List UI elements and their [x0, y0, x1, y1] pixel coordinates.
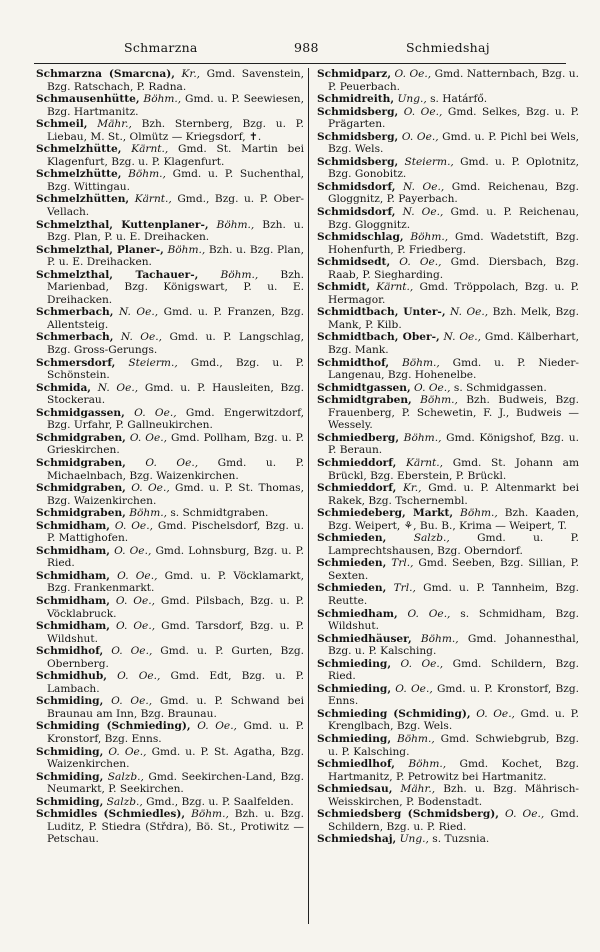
entry-details: Gmd. u. P. Pichl bei Wels, Bzg. Wels. [328, 130, 579, 156]
entry-region: Böhm., [403, 431, 442, 444]
gazetteer-entry [36, 645, 304, 670]
entry-details: Gmd. u. P. Vöcklamarkt, Bzg. Frankenmarkt. [47, 569, 305, 595]
gazetteer-entry [317, 633, 579, 658]
entry-headword: Schmieddorf, [317, 456, 397, 469]
entry-headword: Schmidham, [36, 519, 110, 532]
entry-details: Bzh. u. Bzg. Mährisch-Weisskirchen, P. Bodenstadt. [328, 783, 579, 808]
entry-region: O. Oe., [117, 569, 158, 582]
entry-region: Böhm., [401, 356, 440, 369]
entry-details: Gmd. Schildern, Bzg. Ried. [328, 657, 579, 683]
gazetteer-entry [317, 557, 579, 582]
entry-region: N. Oe., [120, 331, 163, 344]
entry-details: Gmd. Pollham, Bzg. u. P. Grieskirchen. [47, 431, 304, 457]
entry-details: s. Schmidtgraben. [167, 507, 269, 520]
entry-region: O. Oe., [108, 745, 147, 758]
entry-region: O. Oe., [114, 544, 152, 557]
entry-headword: Schmieddorf, [317, 482, 397, 495]
entry-headword: Schmieden, [317, 582, 387, 595]
gazetteer-entry [36, 193, 304, 218]
entry-headword: Schmieding, [317, 657, 392, 670]
entry-details: Gmd. Königshof, Bzg. u. P. Beraun. [328, 431, 579, 457]
entry-details: Gmd. u. P. Kronstorf, Bzg. Enns. [328, 682, 579, 708]
entry-region: O. Oe., [131, 482, 170, 495]
entry-region: Böhm., [420, 394, 458, 407]
entry-details: s. Tuzsnia. [428, 833, 490, 846]
gazetteer-entry [36, 620, 304, 645]
entry-region: Salzb., [106, 795, 143, 808]
entry-details: Gmd. u. P. Krenglbach, Bzg. Wels. [328, 707, 579, 733]
entry-headword: Schmiedham, [317, 607, 398, 620]
entry-headword: Schmelzthal, Planer-, [36, 243, 164, 256]
entry-headword: Schmiedberg, [317, 431, 400, 444]
entry-headword: Schmiedsau, [317, 783, 393, 796]
entry-headword: Schmidparz, [317, 68, 392, 80]
gazetteer-entry [36, 306, 304, 331]
entry-headword: Schmelzthal, Kuttenplaner-, [36, 218, 209, 231]
entry-region: Böhm., [167, 243, 206, 256]
entry-headword: Schmidles (Schmiedles), [36, 808, 186, 821]
entry-details: Gmd. u. P. Reichenau, Bzg. Gloggnitz. [328, 206, 579, 231]
entry-region: O. Oe., [476, 707, 515, 720]
gazetteer-entry [36, 695, 304, 720]
entry-details: Gmd. u. P. Seewiesen, Bzg. Hartmanitz. [47, 93, 304, 118]
entry-details: Gmd. Wadetstift, Bzg. Hohenfurth, P. Friedberg. [328, 231, 579, 256]
entry-region: O. Oe., [395, 682, 433, 695]
entry-region: Ung., [397, 93, 427, 106]
entry-headword: Schmidhof, [36, 645, 104, 658]
entry-details: Gmd. Seeben, Bzg. Sillian, P. Sexten. [328, 557, 579, 582]
gazetteer-entry [36, 545, 304, 570]
entry-details: Bzh. Melk, Bzg. Mank, P. Kilb. [328, 306, 579, 331]
entry-headword: Schmidham, [36, 620, 110, 633]
entry-headword: Schmidham, [36, 594, 110, 607]
gazetteer-entry [36, 808, 304, 846]
entry-region: O. Oe., [117, 670, 161, 683]
entry-details: Gmd. u. P. Kronstorf, Bzg. Enns. [47, 720, 304, 745]
entry-headword: Schmidtbach, Unter-, [317, 306, 446, 319]
entry-region: Böhm., [216, 218, 255, 231]
entry-region: Kr., [181, 68, 201, 80]
entry-headword: Schmidgraben, [36, 482, 126, 495]
entry-region: N. Oe., [403, 180, 445, 193]
page-header [32, 40, 568, 58]
entry-details: Gmd. Schwiebgrub, Bzg. u. P. Kalsching. [328, 732, 579, 758]
entry-region: O. Oe., [114, 519, 153, 532]
gazetteer-entry [36, 118, 304, 143]
entry-headword: Schmiedlhof, [317, 758, 395, 771]
entry-details: Gmd. Reichenau, Bzg. Gloggnitz, P. Payerbach. [328, 180, 579, 206]
entry-details: Gmd. u. P. Gurten, Bzg. Obernberg. [47, 645, 304, 670]
entry-region: O. Oe., [394, 68, 432, 80]
entry-details: Gmd. Lohnsburg, Bzg. u. P. Ried. [47, 544, 304, 570]
entry-region: Mähr., [400, 783, 436, 796]
entry-headword: Schmiedhäuser, [317, 632, 412, 645]
entry-region: Kr., [402, 482, 422, 495]
header-left-keyword: Schmarzna [124, 40, 198, 55]
entry-headword: Schmieding, [317, 732, 392, 745]
entry-region: O. Oe., [505, 808, 545, 821]
gazetteer-entry [36, 219, 304, 244]
gazetteer-entry [317, 231, 579, 256]
entry-region: O. Oe., [115, 594, 155, 607]
header-rule [34, 63, 566, 64]
entry-headword: Schmidsberg, [317, 155, 399, 168]
entry-headword: Schmidreith, [317, 93, 395, 106]
entry-headword: Schmidsdorf, [317, 180, 396, 193]
entry-details: Bzh. Sternberg, Bzg. u. P. Liebau, M. St., Olmütz — Kriegsdorf, ✝. [47, 118, 304, 143]
entry-details: Gmd. u. P. Altenmarkt bei Rakek, Bzg. Tschernembl. [328, 482, 579, 507]
gazetteer-entry [317, 532, 579, 557]
entry-details: Bzh. u. Bzg. Plan, P. u. E. Dreihacken. [47, 243, 304, 269]
entry-details: Gmd. St. Johann am Brückl, Bzg. Eberstein, P. Brückl. [328, 456, 580, 482]
entry-details: Gmd. u. P. Tannheim, Bzg. Reutte. [328, 582, 579, 607]
entry-details: Gmd. Selkes, Bzg. u. P. Prägarten. [328, 105, 579, 131]
gazetteer-entry [317, 758, 579, 783]
entry-details: Gmd. Pischelsdorf, Bzg. u. P. Mattighofen. [47, 519, 304, 545]
entry-region: O. Oe., [401, 130, 439, 143]
gazetteer-entry [36, 143, 304, 168]
entry-region: O. Oe., [414, 381, 451, 394]
gazetteer-entry [317, 256, 579, 281]
gazetteer-entry [317, 457, 579, 482]
gazetteer-entry [317, 808, 579, 833]
entry-headword: Schmiding, [36, 745, 104, 758]
gazetteer-entry [36, 796, 304, 809]
entry-headword: Schmidham, [36, 569, 110, 582]
entry-details: Gmd. Edt, Bzg. u. P. Lambach. [47, 670, 304, 695]
column-divider [308, 68, 309, 924]
entry-region: Trl., [393, 582, 416, 595]
entry-headword: Schmeil, [36, 118, 88, 131]
entry-headword: Schmerbach, [36, 331, 114, 344]
gazetteer-entry [317, 357, 579, 382]
entry-region: Böhm., [129, 507, 167, 520]
entry-headword: Schmidtgassen, [317, 381, 411, 394]
gazetteer-entry [36, 595, 304, 620]
gazetteer-entry [36, 457, 304, 482]
gazetteer-entry [36, 720, 304, 745]
entry-headword: Schmidsdorf, [317, 206, 396, 219]
left-column [36, 68, 304, 846]
entry-headword: Schmiding (Schmieding), [36, 720, 191, 733]
gazetteer-entry [36, 244, 304, 269]
entry-headword: Schmarzna (Smarcna), [36, 68, 175, 80]
gazetteer-entry [317, 708, 579, 733]
gazetteer-entry [36, 269, 304, 307]
gazetteer-entry [317, 93, 579, 106]
gazetteer-entry [317, 106, 579, 131]
entry-details: Bzh. u. Bzg. Luditz, P. Stiedra (Střdra), Bö. St., Protiwitz — Petschau. [47, 808, 304, 846]
entry-headword: Schmieden, [317, 557, 387, 570]
entry-headword: Schmiding, [36, 695, 104, 708]
entry-headword: Schmidsberg, [317, 130, 399, 143]
gazetteer-entry [36, 670, 304, 695]
entry-region: N. Oe., [450, 306, 489, 319]
right-column [317, 68, 579, 846]
entry-region: Böhm., [460, 507, 498, 520]
entry-details: s. Schmidgassen. [450, 381, 547, 394]
entry-details: Bzh. Budweis, Bzg. Frauenberg, P. Schewetin, F. J., Budweis — Wessely. [328, 394, 579, 432]
entry-headword: Schmidham, [36, 544, 110, 557]
entry-details: Gmd. St. Martin bei Klagenfurt, Bzg. u. P. Klagenfurt. [47, 143, 304, 168]
gazetteer-entry [317, 306, 579, 331]
gazetteer-entry [36, 168, 304, 193]
entry-details: Gmd. u. P. Langschlag, Bzg. Gross-Gerungs. [47, 331, 304, 357]
entry-region: O. Oe., [145, 456, 199, 469]
entry-details: Gmd. Pilsbach, Bzg. u. P. Vöcklabruck. [47, 594, 304, 620]
entry-details: Bzh. Marienbad, Bzg. Königswart, P. u. E. Dreihacken. [47, 268, 304, 306]
entry-headword: Schmersdorf, [36, 356, 116, 369]
entry-region: Salzb., [413, 532, 450, 545]
entry-region: Kärnt., [134, 193, 172, 206]
entry-headword: Schmidthof, [317, 356, 390, 369]
entry-headword: Schmelzhütte, [36, 143, 122, 156]
entry-region: O. Oe., [399, 256, 442, 269]
entry-region: O. Oe., [134, 406, 177, 419]
entry-headword: Schmieden, [317, 532, 387, 545]
entry-headword: Schmelzhütten, [36, 193, 130, 206]
gazetteer-entry [36, 771, 304, 796]
gazetteer-entry [36, 357, 304, 382]
entry-headword: Schmelzhütte, [36, 168, 122, 181]
entry-headword: Schmida, [36, 381, 91, 394]
header-right-keyword: Schmiedshaj [406, 40, 490, 55]
entry-headword: Schmidschlag, [317, 231, 404, 244]
gazetteer-entry [317, 156, 579, 181]
entry-headword: Schmidsedt, [317, 256, 391, 269]
gazetteer-entry [317, 733, 579, 758]
entry-details: Gmd. Kochet, Bzg. Hartmanitz, P. Petrowitz bei Hartmanitz. [328, 758, 580, 783]
entry-details: Gmd. u. P. Michaelnbach, Bzg. Waizenkirchen. [47, 456, 304, 482]
entry-region: Böhm., [410, 231, 449, 244]
entry-details: Gmd. u. P. Nieder-Langenau, Bzg. Hohenelbe. [328, 356, 579, 382]
entry-region: Böhm., [143, 93, 182, 106]
entry-headword: Schmerbach, [36, 306, 114, 319]
entry-headword: Schmidgassen, [36, 406, 125, 419]
entry-headword: Schmidtbach, Ober-, [317, 331, 440, 344]
gazetteer-entry [317, 181, 579, 206]
entry-region: Kärnt., [405, 456, 444, 469]
gazetteer-entry [317, 331, 579, 356]
entry-details: Gmd. Schildern, Bzg. u. P. Ried. [328, 808, 579, 833]
entry-headword: Schmidtgraben, [317, 394, 412, 407]
gazetteer-entry [317, 281, 579, 306]
entry-details: Gmd. u. P. St. Thomas, Bzg. Waizenkirchen. [47, 482, 304, 507]
entry-region: N. Oe., [97, 381, 139, 394]
entry-region: Böhm., [128, 168, 166, 181]
entry-region: O. Oe., [197, 720, 237, 733]
entry-region: N. Oe., [443, 331, 482, 344]
gazetteer-entry [317, 582, 579, 607]
gazetteer-entry [317, 507, 579, 532]
entry-region: Kärnt., [376, 281, 414, 294]
entry-region: O. Oe., [115, 620, 156, 633]
entry-region: Böhm., [191, 808, 229, 821]
entry-details: Gmd. u. P. St. Agatha, Bzg. Waizenkirchen. [47, 745, 304, 771]
gazetteer-entry [317, 683, 579, 708]
entry-region: Kärnt., [131, 143, 169, 156]
entry-details: Gmd., Bzg. u. P. Schönstein. [47, 356, 304, 382]
entry-headword: Schmieding, [317, 682, 392, 695]
entry-headword: Schmiedeberg, Markt, [317, 507, 454, 520]
entry-region: O. Oe., [111, 695, 153, 708]
gazetteer-entry [36, 507, 304, 520]
entry-details: Bzh. u. Bzg. Plan, P. u. E. Dreihacken. [47, 218, 304, 244]
entry-headword: Schmieding (Schmiding), [317, 707, 471, 720]
entry-region: O. Oe., [403, 105, 443, 118]
entry-headword: Schmidhub, [36, 670, 107, 683]
entry-region: Böhm., [396, 732, 435, 745]
entry-headword: Schmidgraben, [36, 456, 126, 469]
entry-headword: Schmiedsberg (Schmidsberg), [317, 808, 499, 821]
entry-region: O. Oe., [407, 607, 451, 620]
gazetteer-entry [36, 570, 304, 595]
entry-details: Gmd. Tarsdorf, Bzg. u. P. Wildshut. [47, 620, 304, 645]
entry-details: Gmd. Engerwitzdorf, Bzg. Urfahr, P. Gallneukirchen. [47, 406, 304, 432]
entry-headword: Schmiedshaj, [317, 833, 397, 846]
entry-details: Gmd., Bzg. u. P. Ober-Vellach. [47, 193, 305, 219]
entry-details: s. Határfő. [426, 93, 488, 106]
entry-details: Gmd. Savenstein, Bzg. Ratschach, P. Radna. [47, 68, 304, 93]
gazetteer-entry [317, 206, 579, 231]
entry-details: Gmd. u. P. Hausleiten, Bzg. Stockerau. [47, 381, 304, 407]
gazetteer-entry [36, 331, 304, 356]
entry-details: Gmd. Tröppolach, Bzg. u. P. Hermagor. [328, 281, 580, 306]
entry-region: N. Oe., [118, 306, 159, 319]
gazetteer-entry [317, 482, 579, 507]
page-number: 988 [294, 40, 319, 55]
entry-headword: Schmidt, [317, 281, 371, 294]
entry-region: N. Oe., [402, 206, 444, 219]
entry-details: Gmd. Natternbach, Bzg. u. P. Peuerbach. [328, 68, 579, 93]
entry-details: Gmd. u. P. Suchenthal, Bzg. Wittingau. [47, 168, 304, 193]
gazetteer-entry [36, 93, 304, 118]
gazetteer-entry [36, 482, 304, 507]
gazetteer-entry [317, 394, 579, 432]
gazetteer-entry [36, 520, 304, 545]
entry-region: Böhm., [220, 268, 259, 281]
gazetteer-entry [317, 608, 579, 633]
entry-details: Gmd. Kälberhart, Bzg. Mank. [328, 331, 579, 357]
entry-details: Gmd. u. P. Oplotnitz, Bzg. Gonobitz. [328, 155, 579, 181]
entry-region: Mähr., [97, 118, 132, 131]
entry-region: O. Oe., [129, 431, 167, 444]
entry-headword: Schmiding, [36, 795, 104, 808]
entry-headword: Schmausenhütte, [36, 93, 140, 106]
entry-region: Trl., [391, 557, 414, 570]
entry-details: Bzh. Kaaden, Bzg. Weipert, ⚘, Bu. B., Krima — Weipert, T. [328, 507, 580, 532]
entry-details: Gmd. Diersbach, Bzg. Raab, P. Siegharding. [328, 256, 579, 281]
entry-headword: Schmidgraben, [36, 507, 126, 520]
entry-region: Böhm., [408, 758, 447, 771]
entry-details: Gmd. Seekirchen-Land, Bzg. Neumarkt, P. Seekirchen. [47, 770, 304, 796]
entry-region: Steierm., [404, 155, 454, 168]
gazetteer-entry [317, 658, 579, 683]
gazetteer-entry [317, 131, 579, 156]
gazetteer-entry [317, 432, 579, 457]
entry-details: Gmd. u. P. Lamprechtshausen, Bzg. Oberndorf. [328, 532, 579, 557]
entry-region: Steierm., [128, 356, 178, 369]
entry-region: O. Oe., [400, 657, 444, 670]
entry-headword: Schmidgraben, [36, 431, 126, 444]
entry-headword: Schmelzthal, Tachauer-, [36, 268, 199, 281]
gazetteer-entry [36, 432, 304, 457]
entry-region: Böhm., [420, 632, 459, 645]
gazetteer-entry [317, 68, 579, 93]
entry-region: Salzb., [107, 770, 144, 783]
entry-region: O. Oe., [111, 645, 153, 658]
gazetteer-entry [317, 833, 579, 846]
entry-details: Gmd. Johannesthal, Bzg. u. P. Kalsching. [328, 632, 579, 658]
entry-headword: Schmiding, [36, 770, 104, 783]
entry-details: s. Schmidham, Bzg. Wildshut. [328, 607, 579, 633]
entry-details: Gmd. u. P. Franzen, Bzg. Allentsteig. [47, 306, 304, 331]
gazetteer-entry [36, 746, 304, 771]
gazetteer-entry [36, 407, 304, 432]
entry-details: Gmd., Bzg. u. P. Saalfelden. [142, 795, 294, 808]
gazetteer-entry [36, 382, 304, 407]
gazetteer-entry [317, 783, 579, 808]
entry-headword: Schmidsberg, [317, 105, 399, 118]
gazetteer-entry [317, 382, 579, 395]
entry-details: Gmd. u. P. Schwand bei Braunau am Inn, Bzg. Braunau. [47, 695, 304, 720]
entry-region: Ung., [399, 833, 429, 846]
gazetteer-entry [36, 68, 304, 93]
